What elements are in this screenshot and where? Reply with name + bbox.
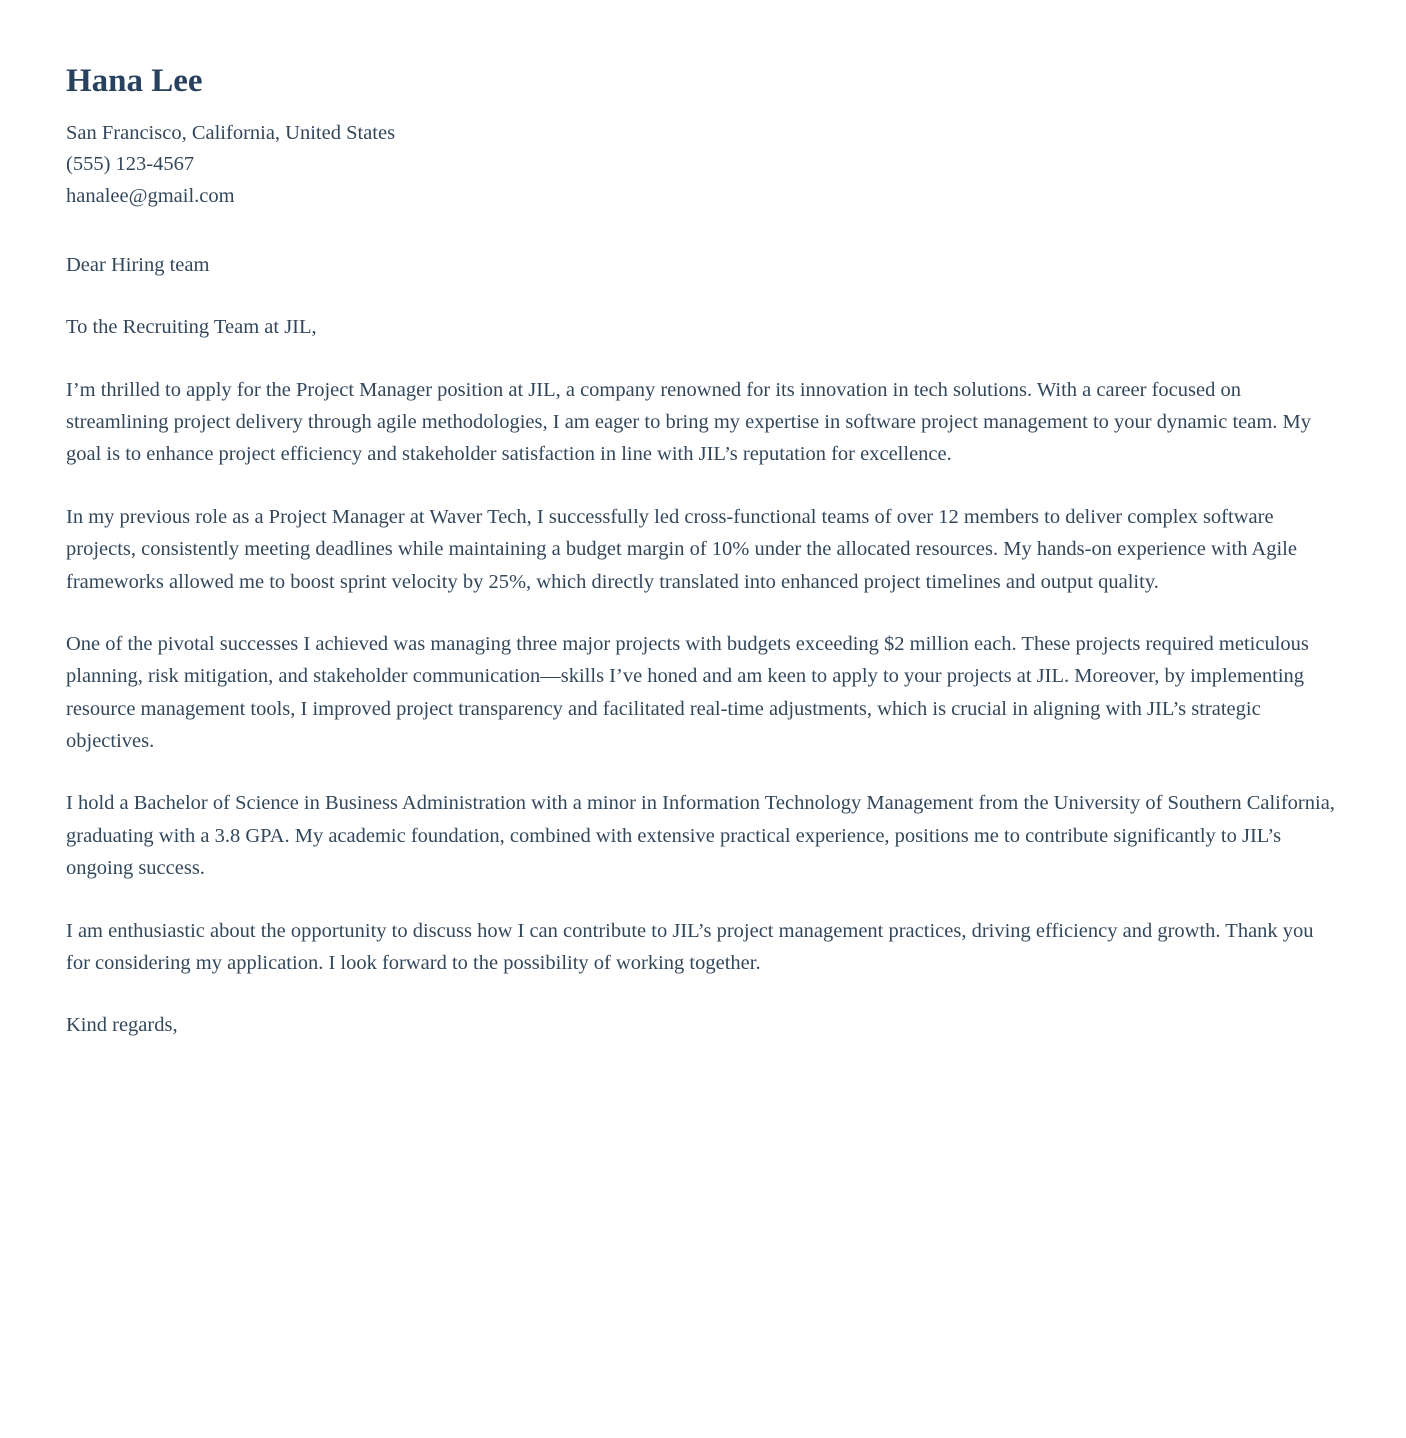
contact-info [66,118,1340,213]
contact-location: San Francisco, California, United States [66,121,396,144]
closing-line: Kind regards, [66,1014,178,1037]
body-paragraph-closing-statement: I am enthusiastic about the opportunity to discuss how I can contribute to JIL’s project management practices, driving efficiency and growth. Thank you for considering my application. I look forward to the possibility of working together. [66,919,1314,974]
body-paragraph-achievements: One of the pivotal successes I achieved was managing three major projects with budgets exceeding $2 million each. These projects required meticulous planning, risk mitigation, and stakeholder communication—skills I’ve honed and am keen to apply to your projects at JIL. Moreover, by implementing resource management tools, I improved project transparency and facilitated real-time adjustments, which is crucial in aligning with JIL’s strategic objectives. [66,632,1309,753]
contact-phone: (555) 123-4567 [66,153,195,176]
greeting-line: Dear Hiring team [66,253,210,276]
applicant-name: Hana Lee [66,63,203,99]
body-paragraph-intro: I’m thrilled to apply for the Project Manager position at JIL, a company renowned for its innovation in tech solutions. With a career focused on streamlining project delivery through agile methodologies, I am eager to bring my expertise in software project management to your dynamic team. My goal is to enhance project efficiency and stakeholder satisfaction in line with JIL’s reputation for excellence. [66,378,1312,466]
body-paragraph-experience: In my previous role as a Project Manager at Waver Tech, I successfully led cross-functional teams of over 12 members to deliver complex software projects, consistently meeting deadlines while maintaining a budget margin of 10% under the allocated resources. My hands-on experience with Agile frameworks allowed me to boost sprint velocity by 25%, which directly translated into enhanced project timelines and output quality. [66,505,1297,593]
body-paragraph-education: I hold a Bachelor of Science in Business Administration with a minor in Information Technology Management from the University of Southern California, graduating with a 3.8 GPA. My academic foundation, combined with extensive practical experience, positions me to contribute significantly to JIL’s ongoing success. [66,792,1335,880]
contact-email: hanalee@gmail.com [66,185,235,208]
salutation-line: To the Recruiting Team at JIL, [66,316,317,339]
